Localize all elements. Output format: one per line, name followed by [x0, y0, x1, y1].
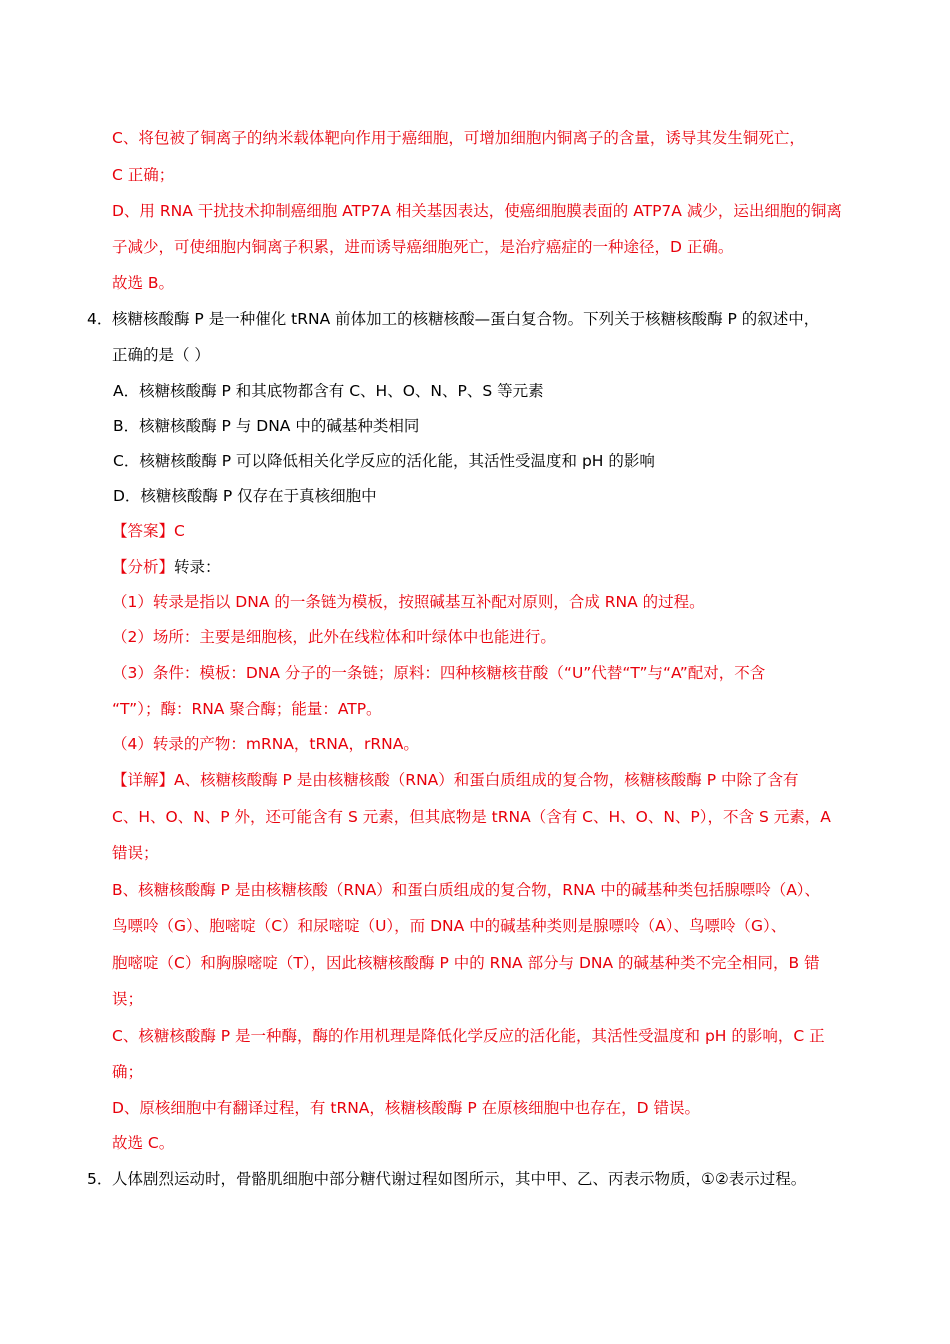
analysis-point-4: （4）转录的产物：mRNA，tRNA，rRNA。 — [112, 735, 419, 753]
detail-a-line2: C、H、O、N、P 外，还可能含有 S 元素，但其底物是 tRNA（含有 C、H、O、N、P），不含 S 元素，A — [112, 808, 831, 826]
question-4-option-b: B．核糖核酸酶 P 与 DNA 中的碱基种类相同 — [113, 417, 420, 435]
detail-c-line2: 确； — [112, 1063, 144, 1081]
question-4-stem-line1: 核糖核酸酶 P 是一种催化 tRNA 前体加工的核糖核酸—蛋白复合物。下列关于核糖核酸酶 P 的叙述中， — [112, 310, 820, 328]
detail-b-line1: B、核糖核酸酶 P 是由核糖核酸（RNA）和蛋白质组成的复合物，RNA 中的碱基种类包括腺嘌呤（A）、 — [112, 881, 821, 899]
analysis-point-3-line2: “T”）；酶：RNA 聚合酶；能量：ATP。 — [112, 700, 382, 718]
question-4-option-d: D．核糖核酸酶 P 仅存在于真核细胞中 — [113, 487, 377, 505]
detail-b-line4: 误； — [112, 990, 144, 1008]
analysis-point-2: （2）场所：主要是细胞核，此外在线粒体和叶绿体中也能进行。 — [112, 628, 556, 646]
question-5-stem: 人体剧烈运动时，骨骼肌细胞中部分糖代谢过程如图所示，其中甲、乙、丙表示物质，①②表示过程。 — [112, 1170, 807, 1188]
analysis-point-3-line1: （3）条件：模板：DNA 分子的一条链；原料：四种核糖核苷酸（“U”代替“T”与“A”配对，不含 — [112, 664, 766, 682]
detail-a-line3: 错误； — [112, 844, 159, 862]
question-4-option-a: A．核糖核酸酶 P 和其底物都含有 C、H、O、N、P、S 等元素 — [113, 382, 544, 400]
prev-explain-d-line1: D、用 RNA 干扰技术抑制癌细胞 ATP7A 相关基因表达，使癌细胞膜表面的 ATP7A 减少，运出细胞的铜离 — [112, 202, 842, 220]
question-4-stem-line2: 正确的是（ ） — [112, 346, 210, 364]
prev-explain-c-line1: C、将包被了铜离子的纳米载体靶向作用于癌细胞，可增加细胞内铜离子的含量，诱导其发生铜死亡， — [112, 129, 805, 147]
detail-d: D、原核细胞中有翻译过程，有 tRNA，核糖核酸酶 P 在原核细胞中也存在，D 错误。 — [112, 1099, 700, 1117]
question-4-option-c: C．核糖核酸酶 P 可以降低相关化学反应的活化能，其活性受温度和 pH 的影响 — [113, 452, 655, 470]
question-4-answer: 【答案】C — [112, 522, 185, 540]
prev-final-choice: 故选 B。 — [112, 274, 175, 292]
question-5-number: 5． — [87, 1170, 113, 1188]
analysis-topic: 转录： — [174, 558, 221, 576]
analysis-point-1: （1）转录是指以 DNA 的一条链为模板，按照碱基互补配对原则，合成 RNA 的过程。 — [112, 593, 705, 611]
detail-b-line2: 鸟嘌呤（G）、胞嘧啶（C）和尿嘧啶（U），而 DNA 中的碱基种类则是腺嘌呤（A）、鸟嘌呤（G）、 — [112, 917, 787, 935]
detail-a-line1: 【详解】A、核糖核酸酶 P 是由核糖核酸（RNA）和蛋白质组成的复合物，核糖核酸酶 P 中除了含有 — [112, 771, 799, 789]
question-4-final-choice: 故选 C。 — [112, 1134, 175, 1152]
prev-explain-c-line2: C 正确； — [112, 166, 175, 184]
prev-explain-d-line2: 子减少，可使细胞内铜离子积累，进而诱导癌细胞死亡，是治疗癌症的一种途径，D 正确。 — [112, 238, 734, 256]
question-4-analysis-heading — [112, 557, 221, 577]
detail-b-line3: 胞嘧啶（C）和胸腺嘧啶（T），因此核糖核酸酶 P 中的 RNA 部分与 DNA 的碱基种类不完全相同，B 错 — [112, 954, 820, 972]
question-4-number: 4． — [87, 310, 113, 328]
analysis-label: 【分析】 — [112, 558, 175, 576]
detail-c-line1: C、核糖核酸酶 P 是一种酶，酶的作用机理是降低化学反应的活化能，其活性受温度和 pH 的影响，C 正 — [112, 1027, 825, 1045]
